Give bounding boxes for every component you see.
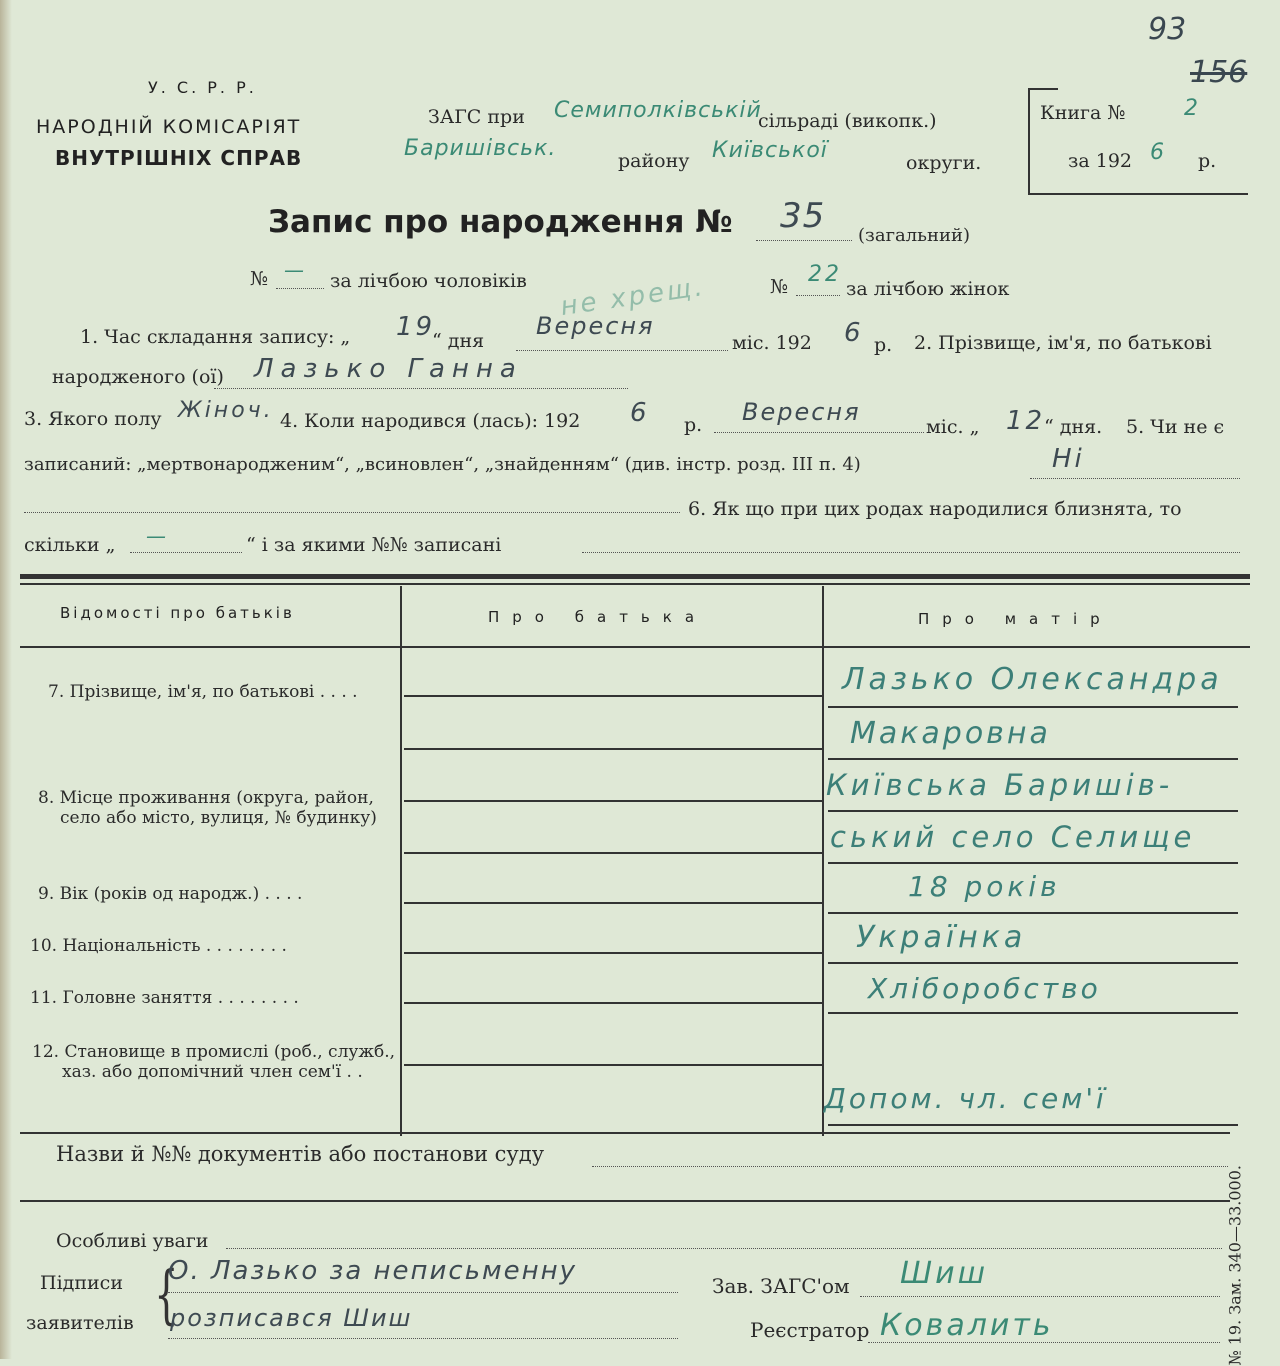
village-council-suffix: сільраді (викопк.) — [758, 110, 937, 132]
registrar-signature-hw: Ковалить — [880, 1308, 1054, 1343]
field1-year-suffix: р. — [874, 334, 893, 356]
signatures-label1: Підписи — [40, 1272, 123, 1294]
table-header-rule — [20, 646, 1250, 648]
village-council-hw: Семиполківській — [554, 98, 762, 123]
remarks-line — [226, 1248, 1222, 1249]
men-count-label: за лічбою чоловіків — [330, 270, 527, 292]
table-col-divider-2 — [822, 586, 824, 1136]
field1-year-hw: 6 — [844, 318, 864, 348]
field4-day-suffix: “ дня. — [1044, 416, 1103, 438]
field5-label2: записаний: „мертвонародженим“, „всиновлен“, „знайденням“ (див. інстр. розд. III п. 4) — [24, 454, 861, 475]
documents-label: Назви й №№ документів або постанови суду — [56, 1142, 545, 1166]
documents-line — [592, 1166, 1228, 1167]
mother-line — [828, 1124, 1238, 1126]
book-year-hw: 6 — [1150, 140, 1167, 165]
field3-label: 3. Якого полу — [24, 408, 162, 430]
table-col-divider-1 — [400, 586, 402, 1136]
mother-line — [828, 706, 1238, 708]
signatures-label2: заявителів — [26, 1312, 134, 1334]
field4-month-line — [714, 432, 924, 433]
commissariat-line2: ВНУТРІШНІХ СПРАВ — [55, 146, 303, 170]
record-number-line — [756, 240, 852, 241]
documents-bottom-rule — [20, 1200, 1230, 1202]
okruha-hw: Київської — [712, 138, 828, 163]
field2-line — [214, 388, 628, 389]
registrar-line — [868, 1342, 1220, 1343]
field4-month-hw: Вересня — [742, 398, 861, 426]
field4-day-hw: 12 — [1006, 406, 1046, 436]
signature-line-2 — [168, 1338, 678, 1339]
women-count-label: за лічбою жінок — [846, 278, 1010, 300]
side-print: № 19. Зам. 340—33.000. — [1225, 1165, 1245, 1366]
field6-lead-line — [24, 512, 680, 513]
signature-applicant2-hw: розписався Шиш — [170, 1304, 413, 1332]
field4-month-suffix: міс. „ — [926, 416, 980, 438]
row-label-occupation: 11. Головне заняття . . . . . . . . — [30, 988, 299, 1008]
zags-head-line — [860, 1296, 1220, 1297]
mother-residence-hw1: Київська Баришів- — [826, 768, 1174, 802]
zags-head-signature-hw: Шиш — [900, 1256, 989, 1291]
remarks-label: Особливі уваги — [56, 1230, 209, 1252]
women-count-line — [796, 295, 840, 296]
record-title: Запис про народження № — [268, 204, 733, 240]
signatures-brace: { — [154, 1258, 179, 1332]
district-hw: Баришівськ. — [404, 136, 557, 161]
field2-label2: народженого (ої) — [52, 366, 224, 388]
row-label-residence: 8. Місце проживання (округа, район, — [38, 788, 374, 808]
field2-value-hw: Лазько Ганна — [254, 354, 523, 384]
field4-year-suffix: р. — [684, 414, 703, 436]
field2-label: 2. Прізвище, ім'я, по батькові — [914, 332, 1212, 354]
zags-prefix: ЗАГС при — [428, 106, 525, 128]
field3-value-hw: Жіноч. — [178, 398, 274, 423]
zags-head-label: Зав. ЗАГС'ом — [712, 1274, 850, 1298]
table-top-rule — [20, 574, 1250, 579]
archive-old-number: 156 — [1190, 55, 1248, 90]
father-line — [404, 952, 822, 954]
field1-day-hw: 19 — [396, 312, 436, 342]
district-suffix: району — [618, 150, 690, 172]
mother-line — [828, 810, 1238, 812]
mother-status-hw: Допом. чл. сем'ї — [824, 1082, 1107, 1115]
table-bottom-rule — [20, 1132, 1230, 1134]
republic-label: У. С. Р. Р. — [148, 78, 257, 97]
record-title-suffix: (загальний) — [858, 225, 970, 246]
men-count-hw: — — [284, 258, 307, 282]
archive-page-number: 93 — [1148, 12, 1187, 47]
field1-month-line — [516, 350, 728, 351]
father-line — [404, 1064, 822, 1066]
mother-line — [828, 758, 1238, 760]
father-line — [404, 902, 822, 904]
row-label-status2: хаз. або допомічний член сем'ї . . — [62, 1062, 363, 1082]
mother-age-hw: 18 років — [908, 870, 1061, 903]
table-header-father: Про батька — [488, 608, 708, 626]
field6-count-hw: — — [146, 524, 169, 548]
record-number-hw: 35 — [780, 196, 826, 236]
table-header-mother: Про матір — [918, 610, 1113, 628]
row-label-name: 7. Прізвище, ім'я, по батькові . . . . — [48, 682, 358, 702]
men-count-prefix: № — [250, 268, 268, 290]
field6-label2b: “ і за якими №№ записані — [246, 534, 502, 556]
mother-nationality-hw: Українка — [856, 920, 1027, 955]
signature-applicant1-hw: О. Лазько за неписьменну — [168, 1256, 578, 1286]
field1-month-hw: Вересня — [536, 312, 655, 340]
row-label-status: 12. Становище в промислі (роб., служб., — [32, 1042, 396, 1062]
field5-line — [1030, 478, 1240, 479]
field5-value-hw: Ні — [1052, 444, 1085, 474]
row-label-age: 9. Вік (років од народж.) . . . . — [38, 884, 303, 904]
book-box-top — [1028, 88, 1058, 90]
book-year-prefix: за 192 — [1068, 150, 1132, 172]
table-top-rule-thin — [20, 583, 1250, 585]
field6-label: 6. Як що при цих родах народилися близнята, то — [688, 498, 1182, 520]
row-label-residence2: село або місто, вулиця, № будинку) — [60, 808, 377, 828]
field1-month-suffix: міс. 192 — [732, 332, 812, 354]
mother-name-hw: Лазько Олександра — [842, 662, 1223, 697]
mother-patronymic-hw: Макаровна — [850, 716, 1051, 751]
field1-day-suffix: “ дня — [432, 330, 485, 352]
table-header-parents: Відомості про батьків — [60, 604, 295, 622]
men-count-line — [276, 288, 324, 289]
row-label-nationality: 10. Національність . . . . . . . . — [30, 936, 287, 956]
field1-label: 1. Час складання запису: „ — [80, 326, 351, 348]
father-line — [404, 748, 822, 750]
field6-label2a: скільки „ — [24, 534, 116, 556]
women-count-prefix: № — [770, 276, 788, 298]
field4-year-hw: 6 — [630, 398, 650, 428]
father-line — [404, 800, 822, 802]
registrar-label: Реєстратор — [750, 1318, 870, 1342]
field6-tail-line — [582, 552, 1240, 553]
signature-line-1 — [168, 1292, 678, 1293]
book-year-suffix: р. — [1198, 150, 1217, 172]
field4-label: 4. Коли народився (лась): 192 — [280, 410, 581, 432]
book-box-left — [1028, 88, 1030, 194]
father-line — [404, 695, 822, 697]
mother-line — [828, 862, 1238, 864]
women-count-hw: 22 — [808, 262, 842, 287]
mother-line — [828, 1012, 1238, 1014]
mother-line — [828, 912, 1238, 914]
field6-count-line — [130, 552, 242, 553]
mother-residence-hw2: ський село Селище — [830, 820, 1196, 854]
book-number-hw: 2 — [1184, 96, 1201, 121]
book-label: Книга № — [1040, 102, 1126, 124]
father-line — [404, 852, 822, 854]
field5-label: 5. Чи не є — [1126, 416, 1225, 438]
okruha-suffix: округи. — [906, 152, 982, 174]
mother-occupation-hw: Хліборобство — [868, 972, 1101, 1005]
mother-line — [828, 962, 1238, 964]
father-line — [404, 1002, 822, 1004]
commissariat-line1: НАРОДНІЙ КОМІСАРІЯТ — [36, 116, 302, 138]
margin-note-hw: не хрещ. — [558, 271, 708, 323]
page-left-edge — [0, 0, 12, 1359]
book-box-bottom — [1028, 193, 1248, 195]
